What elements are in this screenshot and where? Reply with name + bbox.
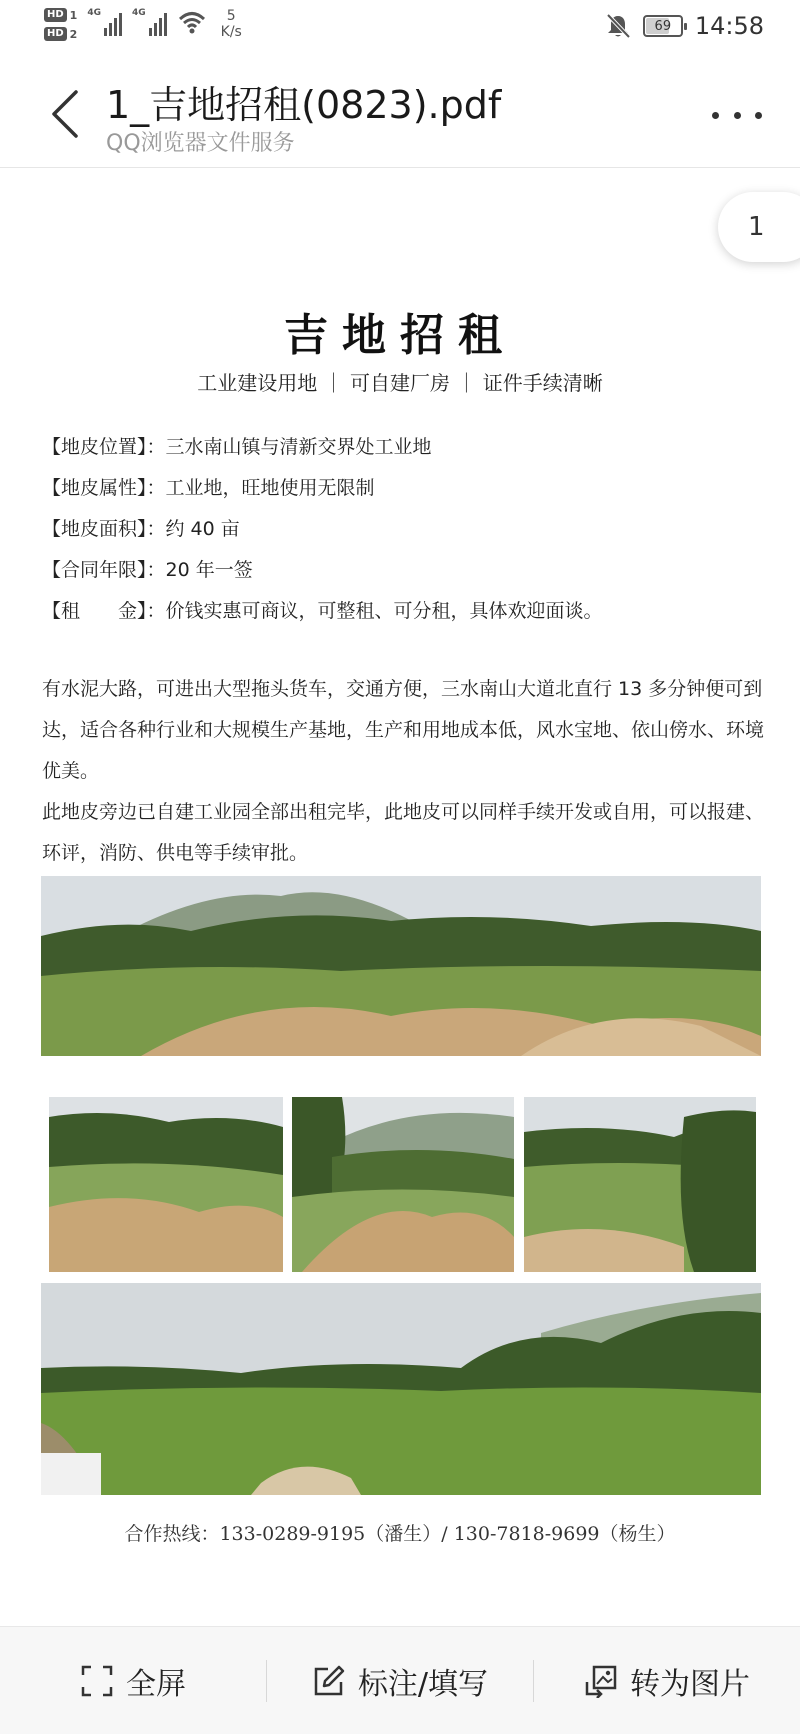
annotate-label: 标注/填写 [357,1666,489,1702]
document-tagline: 工业建设用地 ｜ 可自建厂房 ｜ 证件手续清晰 [197,371,603,395]
chevron-left-icon [48,88,82,140]
field-location: 【地皮位置】：三水南山镇与清新交界处工业地 [42,436,432,458]
status-bar [0,0,800,58]
title-bar [0,58,800,168]
property-details [42,427,603,632]
field-contract-term: 【合同年限】：20 年一签 [42,559,253,581]
signal-icon-2: 4G [132,8,167,36]
page-number-indicator[interactable]: 1 [718,192,800,262]
convert-to-image-label: 转为图片 [630,1666,750,1702]
battery-icon: 69 [643,15,683,37]
fullscreen-label: 全屏 [126,1666,186,1702]
file-source: QQ浏览器文件服务 [106,131,295,156]
image-convert-icon [584,1664,618,1698]
contact-hotline: 合作热线：133-0289-9195（潘生）/ 130-7818-9699（杨生） [124,1523,676,1545]
land-photo-panorama-1 [41,876,761,1056]
fullscreen-icon [80,1664,114,1698]
hd-indicator-1: HD 1 [44,8,77,22]
fullscreen-button[interactable] [0,1651,266,1711]
field-area: 【地皮面积】：约 40 亩 [42,518,240,540]
network-speed: 5 K/s [220,8,242,40]
dot [734,112,741,119]
description-paragraph-2: 此地皮旁边已自建工业园全部出租完毕，此地皮可以同样手续开发或自用，可以报建、环评，消防、供电等手续审批。 [42,801,765,864]
land-photo-4 [524,1097,756,1272]
pdf-page[interactable] [0,169,800,1624]
convert-to-image-button[interactable] [534,1651,800,1711]
dot [712,112,719,119]
field-property-type: 【地皮属性】：工业地，旺地使用无限制 [42,477,375,499]
hd-indicator-2: HD 2 [44,27,77,41]
more-options-button[interactable] [712,100,762,130]
bottom-toolbar [0,1626,800,1734]
clock: 14:58 [694,12,764,40]
dot [755,112,762,119]
field-rent: 【租 金】：价钱实惠可商议，可整租、可分租，具体欢迎面谈。 [42,600,603,622]
edit-icon [312,1664,346,1698]
wifi-icon [177,8,207,36]
land-photo-3 [292,1097,514,1272]
back-button[interactable] [40,84,90,144]
bell-muted-icon [605,13,631,39]
annotate-button[interactable] [267,1651,533,1711]
description-paragraph-1: 有水泥大路，可进出大型拖头货车，交通方便，三水南山大道北直行 13 多分钟便可到达，适合各种行业和大规模生产基地，生产和用地成本低，风水宝地、依山傍水、环境优美。 [42,678,765,782]
land-photo-2 [49,1097,283,1272]
document-title: 吉地招租 [284,310,516,361]
file-title: 1_吉地招租(0823).pdf [106,83,502,127]
signal-icon: 4G [87,8,122,36]
land-photo-panorama-2 [41,1283,761,1495]
